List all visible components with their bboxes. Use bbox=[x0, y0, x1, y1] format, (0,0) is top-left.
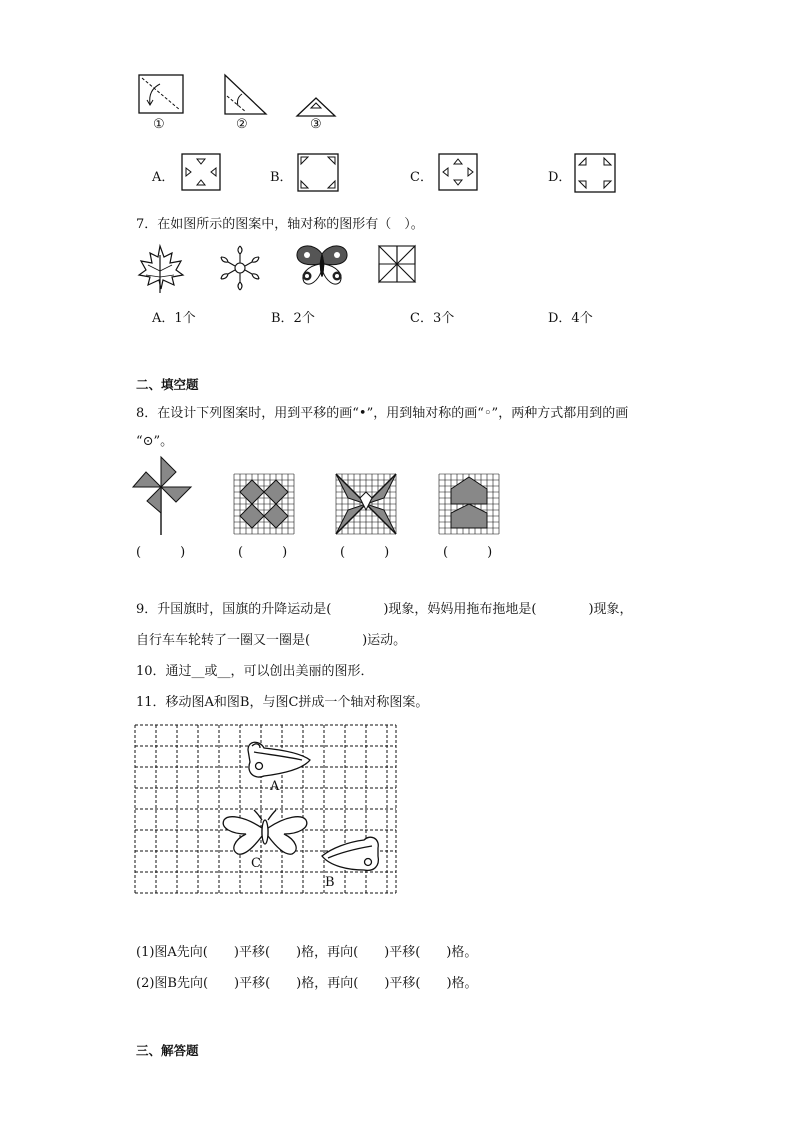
windmill-figure bbox=[133, 455, 193, 537]
grid-cross-figure bbox=[336, 474, 400, 538]
q6-option-d-figure[interactable] bbox=[574, 153, 618, 195]
q6-option-d[interactable]: D． bbox=[548, 170, 572, 185]
q8-blank-4[interactable]: ( ) bbox=[443, 545, 493, 560]
fold-step-3-label: ③ bbox=[310, 117, 322, 132]
q6-option-b[interactable]: B． bbox=[270, 170, 293, 185]
q6-option-c-figure[interactable] bbox=[438, 153, 480, 193]
grid-arrows-figure bbox=[439, 474, 503, 538]
grid-diamonds-figure bbox=[234, 474, 298, 538]
q7-option-c[interactable]: C．3个 bbox=[410, 311, 455, 326]
q8-blank-2[interactable]: ( ) bbox=[238, 545, 288, 560]
q7-option-a[interactable]: A．1个 bbox=[152, 311, 196, 326]
q7-option-d[interactable]: D．4个 bbox=[548, 311, 593, 326]
fold-step-2-figure bbox=[224, 74, 274, 124]
q6-option-c[interactable]: C． bbox=[410, 170, 433, 185]
q6-option-a[interactable]: A． bbox=[152, 170, 175, 185]
q6-option-b-figure[interactable] bbox=[297, 153, 341, 193]
q8-prompt-line-1: 8．在设计下列图案时，用到平移的画“•”，用到轴对称的画“◦”，两种方式都用到的画 bbox=[136, 406, 629, 421]
section-2-title: 二、填空题 bbox=[136, 377, 199, 392]
q11-prompt: 11．移动图A和图B，与图C拼成一个轴对称图案。 bbox=[136, 695, 429, 710]
maple-leaf-icon bbox=[134, 243, 186, 295]
q8-blank-1[interactable]: ( ) bbox=[136, 545, 186, 560]
q11-label-b: B bbox=[325, 875, 335, 890]
q11-grid-figure bbox=[134, 724, 400, 896]
pinwheel-icon bbox=[377, 244, 421, 288]
q7-option-b[interactable]: B．2个 bbox=[271, 311, 315, 326]
q9-line-2: 自行车车轮转了一圈又一圈是( )运动。 bbox=[136, 633, 407, 648]
q11-sub-2: (2)图B先向( )平移( )格，再向( )平移( )格。 bbox=[136, 976, 478, 991]
fold-step-1-label: ① bbox=[153, 117, 165, 132]
snowflake-icon bbox=[216, 244, 264, 292]
q9-line-1: 9．升国旗时，国旗的升降运动是( )现象，妈妈用拖布拖地是( )现象， bbox=[136, 602, 633, 617]
q10-text: 10．通过__或__，可以创出美丽的图形． bbox=[136, 664, 374, 679]
section-3-title: 三、解答题 bbox=[136, 1043, 199, 1058]
q6-option-a-figure[interactable] bbox=[181, 153, 223, 193]
q11-label-c: C bbox=[251, 856, 261, 871]
q8-prompt-line-2: “⊙”。 bbox=[136, 434, 174, 449]
q8-blank-3[interactable]: ( ) bbox=[340, 545, 390, 560]
q11-label-a: A bbox=[270, 779, 280, 794]
q11-sub-1: (1)图A先向( )平移( )格，再向( )平移( )格。 bbox=[136, 945, 478, 960]
butterfly-icon bbox=[294, 244, 350, 288]
q7-prompt: 7．在如图所示的图案中，轴对称的图形有（ ）。 bbox=[136, 217, 424, 232]
fold-step-2-label: ② bbox=[236, 117, 248, 132]
